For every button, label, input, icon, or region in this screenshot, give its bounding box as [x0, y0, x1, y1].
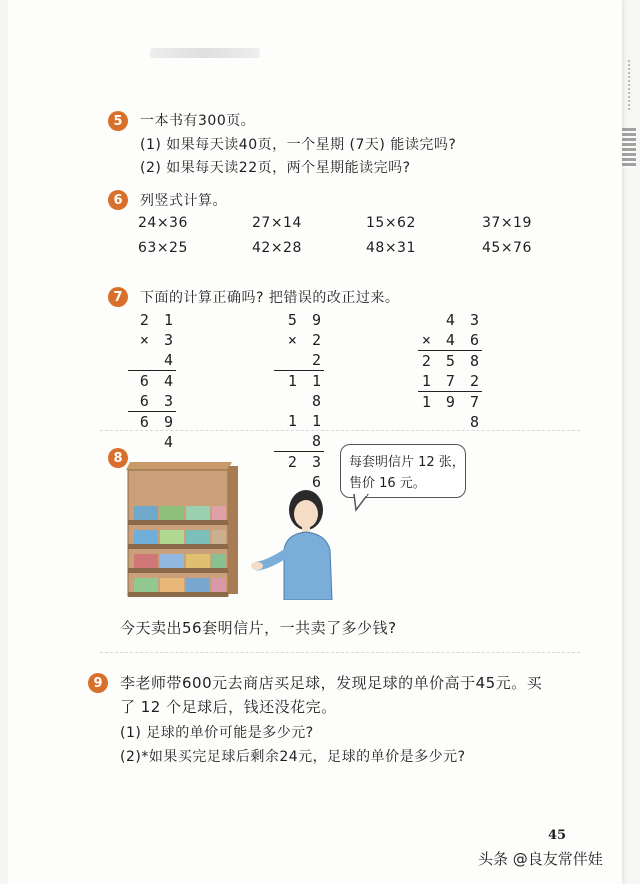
postcard-rack-illustration — [124, 462, 244, 598]
calc-partial-1: 6 4 — [139, 372, 176, 390]
q5-number-badge: 5 — [108, 111, 128, 131]
q7-stem: 下面的计算正确吗? 把错误的改正过来。 — [140, 290, 400, 306]
bubble-line-1: 每套明信片 12 张， — [349, 455, 465, 470]
calc-multiplicand: 5 9 — [287, 311, 324, 329]
q5-stem: 一本书有300页。 — [140, 113, 256, 129]
q5-sub2: (2) 如果每天读22页，两个星期能读完吗? — [140, 160, 411, 176]
q7-number-badge: 7 — [108, 287, 128, 307]
q6-item-7: 48×31 — [366, 240, 416, 256]
q6-stem: 列竖式计算。 — [140, 193, 227, 209]
q9-sub2: (2)*如果买完足球后剩余24元，足球的单价是多少元? — [120, 749, 466, 765]
calc-result: 1 9 7 8 — [421, 393, 482, 431]
calc-partial-1: 1 1 8 — [287, 372, 324, 410]
q6-item-3: 15×62 — [366, 215, 416, 231]
header-strip — [150, 48, 260, 58]
q9-number-badge: 9 — [88, 673, 108, 693]
margin-qr-code — [622, 128, 636, 168]
q6-item-5: 63×25 — [138, 240, 188, 256]
calc-partial-2: 6 3 — [128, 391, 176, 412]
calc-partial-1: 2 5 8 — [421, 352, 482, 370]
q6-item-4: 37×19 — [482, 215, 532, 231]
q6-item-1: 24×36 — [138, 215, 188, 231]
q6-item-6: 42×28 — [252, 240, 302, 256]
q6-item-8: 45×76 — [482, 240, 532, 256]
bubble-line-2: 售价 16 元。 — [349, 476, 426, 491]
q8-question: 今天卖出56套明信片，一共卖了多少钱? — [120, 619, 397, 637]
watermark: 头条 @良友常伴娃 — [478, 850, 603, 868]
q6-number-badge: 6 — [108, 190, 128, 210]
section-divider — [100, 430, 580, 431]
calc-multiplier: × 2 2 — [274, 330, 324, 371]
calc-result: 6 9 4 — [139, 413, 176, 451]
calc-multiplicand: 4 3 — [445, 311, 482, 329]
margin-marks — [628, 60, 640, 110]
q9-stem-line-1: 李老师带600元去商店买足球，发现足球的单价高于45元。买 — [120, 674, 543, 692]
speech-bubble-tail — [352, 494, 372, 512]
q9-stem-line-2: 了 12 个足球后，钱还没花完。 — [120, 698, 337, 716]
q6-item-2: 27×14 — [252, 215, 302, 231]
q5-sub1: (1) 如果每天读40页，一个星期 (7天) 能读完吗? — [140, 137, 457, 153]
q8-number-badge: 8 — [108, 448, 128, 468]
calc-partial-2: 1 1 8 — [274, 411, 324, 452]
calc-multiplicand: 2 1 — [139, 311, 176, 329]
section-divider — [100, 652, 580, 653]
calc-partial-2: 1 7 2 — [418, 371, 482, 392]
q7-calc-3 — [418, 310, 482, 432]
calc-result: 2 3 6 — [287, 453, 324, 491]
calc-multiplier: × 4 6 — [418, 330, 482, 351]
q9-sub1: (1) 足球的单价可能是多少元? — [120, 725, 314, 741]
teacher-illustration — [250, 488, 340, 600]
q7-calc-2 — [274, 310, 324, 492]
speech-bubble — [340, 444, 466, 498]
calc-multiplier: × 3 4 — [128, 330, 176, 371]
page-number: 45 — [548, 828, 567, 843]
